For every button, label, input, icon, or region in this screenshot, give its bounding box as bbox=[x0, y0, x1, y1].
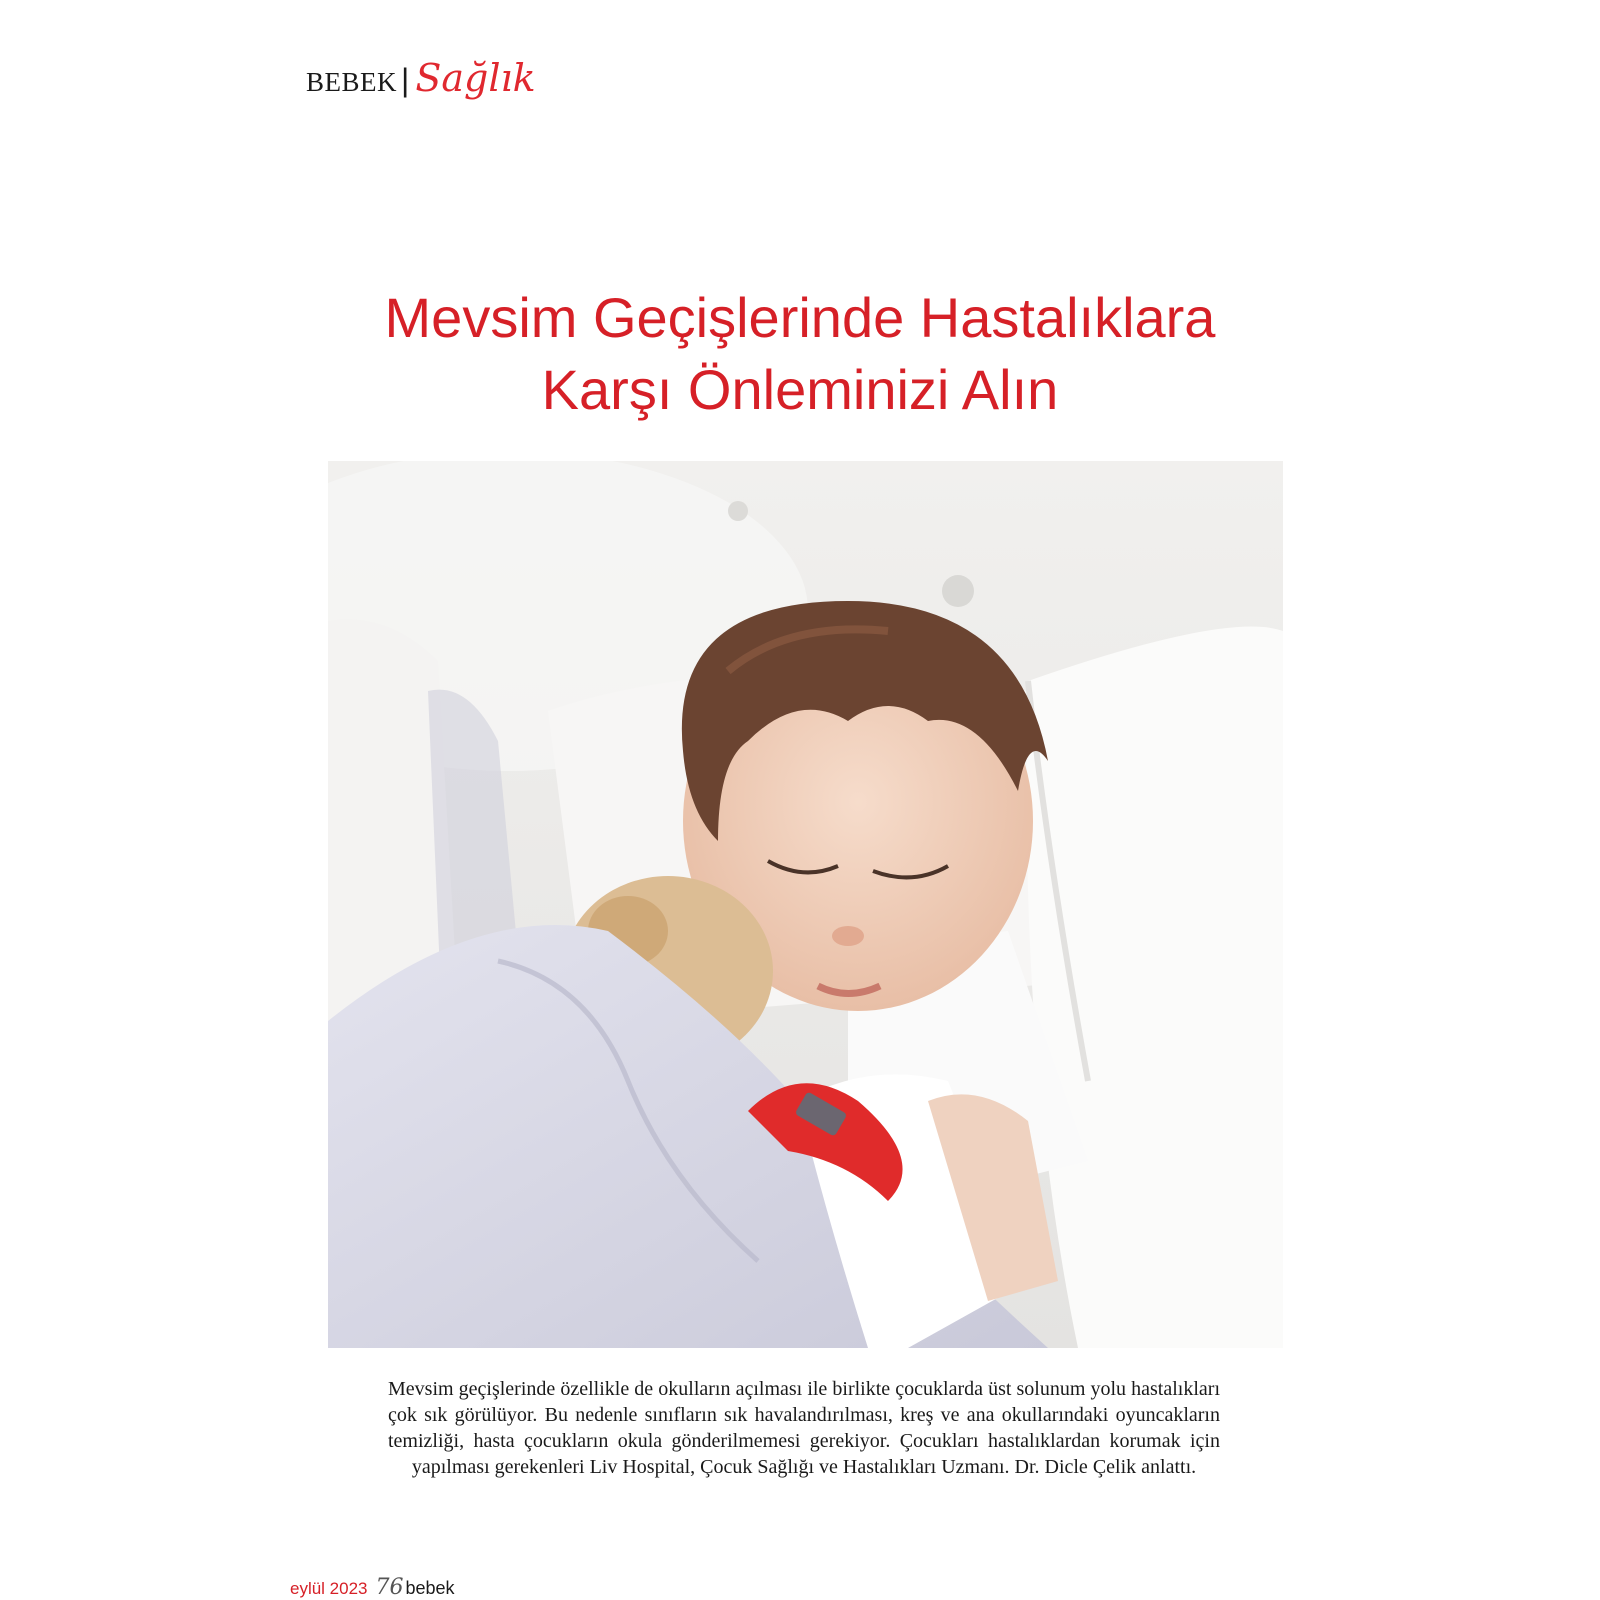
article-intro: Mevsim geçişlerinde özellikle de okulların açılması ile birlikte çocuklarda üst solunum yolu hastalıkları çok sık görülüyor. Bu nedenle sınıfların sık havalandırılması, kreş ve ana okullarındaki oyuncakların temizliği, hasta çocukların okula gönderilmemesi gerekiyor. Çocukları hastalıklardan korumak için yapılması gerekenleri Liv Hospital, Çocuk Sağlığı ve Hastalıkları Uzmanı. Dr. Dicle Çelik anlattı. bbox=[388, 1378, 1220, 1478]
section-header bbox=[306, 56, 536, 100]
section-label: BEBEK bbox=[306, 67, 398, 97]
section-separator: | bbox=[401, 62, 410, 98]
title-line-2: Karşı Önleminizi Alın bbox=[541, 358, 1059, 421]
footer-issue-date: eylül 2023 bbox=[290, 1579, 368, 1598]
article-photo bbox=[328, 461, 1283, 1348]
footer-page-number: 76 bbox=[375, 1575, 404, 1600]
article-title bbox=[300, 282, 1300, 426]
subsection-label: Sağlık bbox=[415, 56, 536, 100]
title-line-1: Mevsim Geçişlerinde Hastalıklara bbox=[384, 286, 1216, 349]
page-footer bbox=[290, 1575, 455, 1600]
footer-brand: bebek bbox=[405, 1578, 455, 1598]
sick-child-illustration bbox=[328, 461, 1283, 1348]
